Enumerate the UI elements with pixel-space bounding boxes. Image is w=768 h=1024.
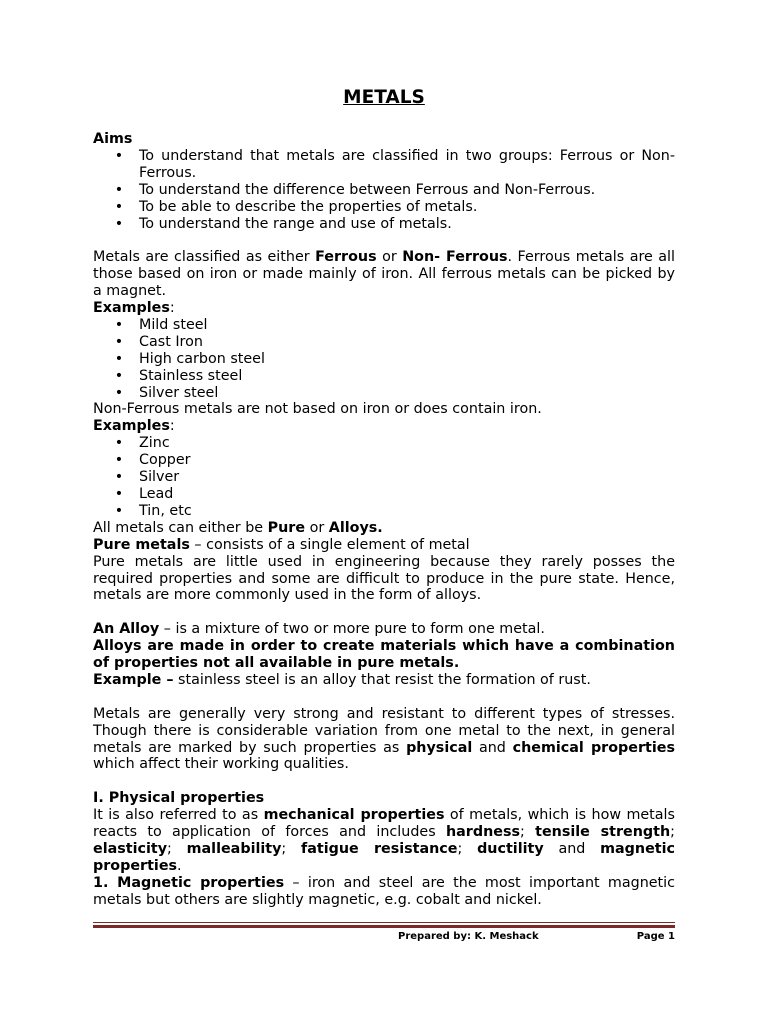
list-item: • Silver steel [114,384,219,401]
aims-list [93,148,675,233]
list-item: • High carbon steel [114,350,265,367]
nonferrous-paragraph: Non-Ferrous metals are not based on iron or does contain iron. [93,401,542,418]
list-item: • Zinc [114,435,170,452]
general-properties-paragraph: Metals are generally very strong and resistant to different types of stresses. Though there is considerable variation from one metal to the next, in general metals are marked by such properties as physical and chemical properties which affect their working qualities. [93,705,675,773]
examples-heading: Examples: [93,300,175,317]
bullet-icon: • [114,469,124,486]
bullet-icon: • [114,181,124,198]
bullet-icon: • [114,486,124,503]
bullet-icon: • [114,367,124,384]
ferrous-examples-list [93,317,675,402]
bullet-icon: • [114,316,124,333]
physical-properties-heading: I. Physical properties [93,790,265,807]
list-item: • To understand the range and use of metals. [114,215,452,232]
list-item: • Copper [114,452,191,469]
list-item: • Cast Iron [114,333,203,350]
bullet-icon: • [114,452,124,469]
bullet-icon: • [114,435,124,452]
pure-metals-paragraph: Pure metals are little used in engineering because they rarely posses the required properties and some are difficult to produce in the pure state. Hence, metals are more commonly used in the form of alloys. [93,553,675,604]
physical-properties-paragraph: It is also referred to as mechanical properties of metals, which is how metals reacts to application of forces and includes hardness; tensile strength; elasticity; malleability; fatigue resistance; ductility and magnetic properties. [93,807,675,874]
list-item: • To understand the difference between Ferrous and Non-Ferrous. [114,181,596,198]
list-item: • Lead [114,486,174,503]
alloy-example: Example – stainless steel is an alloy that resist the formation of rust. [93,671,591,688]
page-title: METALS [343,87,425,108]
document-body [93,86,675,909]
list-item: • Tin, etc [114,502,192,519]
list-item: • To be able to describe the properties of metals. [114,198,478,215]
pure-metals-definition: Pure metals – consists of a single element of metal [93,536,470,553]
bullet-icon: • [114,502,124,519]
footer-rule-thick [93,925,675,928]
magnetic-properties-paragraph: 1. Magnetic properties – iron and steel are the most important magnetic metals but others are slightly magnetic, e.g. cobalt and nickel. [93,874,675,908]
bullet-icon: • [114,198,124,215]
alloy-definition: An Alloy – is a mixture of two or more pure to form one metal. [93,621,545,638]
bullet-icon: • [114,350,124,367]
bullet-icon: • [114,333,124,350]
bullet-icon: • [114,384,124,401]
aims-heading: Aims [93,131,133,147]
footer-rule-thin [93,922,675,923]
pure-alloy-sentence: All metals can either be Pure or Alloys. [93,519,383,536]
alloy-purpose: Alloys are made in order to create materials which have a combination of properties not all available in pure metals. [93,638,675,672]
footer-author: Prepared by: K. Meshack [398,931,539,942]
nonferrous-examples-list [93,435,675,520]
list-item: • Mild steel [114,316,208,333]
list-item: • Stainless steel [114,367,243,384]
list-item: • Silver [114,469,180,486]
bullet-icon: • [114,215,124,232]
bullet-icon: • [114,147,124,164]
footer-page-number: Page 1 [636,931,675,942]
examples-heading: Examples: [93,418,175,435]
footer-rule [93,922,675,928]
list-item: • To understand that metals are classified in two groups: Ferrous or Non-Ferrous. [114,147,675,181]
intro-paragraph: Metals are classified as either Ferrous or Non- Ferrous. Ferrous metals are all those based on iron or made mainly of iron. All ferrous metals can be picked by a magnet. [93,249,676,300]
